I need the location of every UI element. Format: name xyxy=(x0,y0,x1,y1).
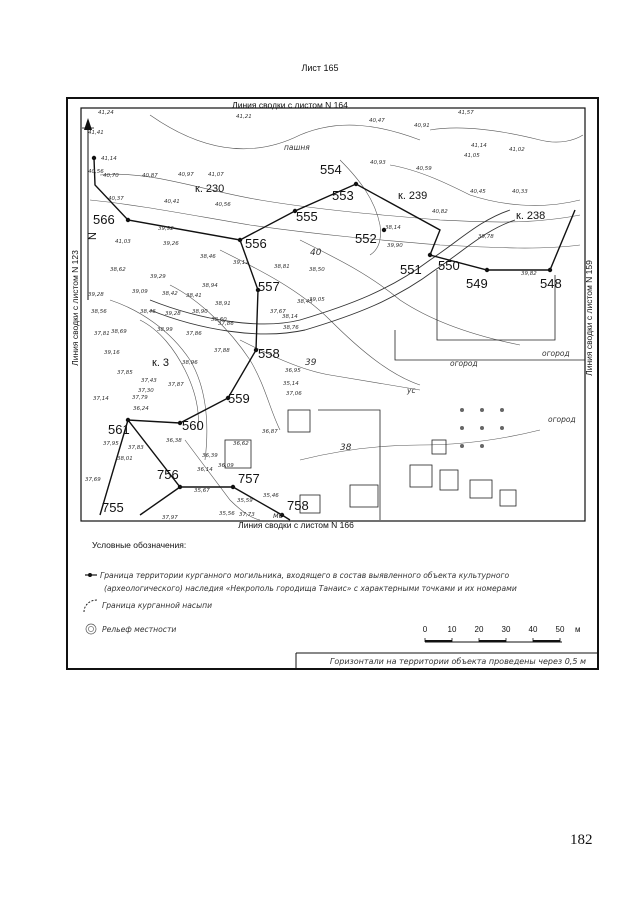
elevation-mark: 37,73 xyxy=(239,512,255,518)
elevation-mark: 41,07 xyxy=(208,172,224,178)
elevation-mark: 39,11 xyxy=(233,260,249,266)
elevation-mark: 38,14 xyxy=(385,225,401,231)
elevation-mark: 41,21 xyxy=(236,114,252,120)
contour-label: 40 xyxy=(310,248,322,258)
place-label: ус xyxy=(407,386,416,395)
legend-item-3: Рельеф местности xyxy=(102,625,177,634)
elevation-mark: 39,26 xyxy=(163,241,179,247)
sheet-title: Лист 165 xyxy=(301,63,339,73)
boundary-point xyxy=(178,485,182,489)
elevation-mark: 37,06 xyxy=(286,391,302,397)
elevation-mark: 35,46 xyxy=(263,493,279,499)
boundary-point xyxy=(238,238,242,242)
elevation-mark: 38,46 xyxy=(140,309,156,315)
boundary-point xyxy=(92,156,96,160)
point-number: 556 xyxy=(245,236,267,251)
grid-dots xyxy=(460,408,504,448)
elevation-mark: 38,56 xyxy=(91,309,107,315)
page-number: 182 xyxy=(570,832,593,848)
scale-ticks xyxy=(423,625,581,634)
elevation-mark: 38,42 xyxy=(162,291,178,297)
elevation-mark: 38,94 xyxy=(202,283,218,289)
elevation-mark: 37,97 xyxy=(162,515,178,521)
place-label: огород xyxy=(450,359,478,368)
edge-label-right: Линия сводки с листом N 159 xyxy=(584,260,594,376)
elevation-mark: 41,03 xyxy=(115,239,131,245)
elevation-mark: 38,76 xyxy=(283,325,299,331)
elevation-mark: 40,47 xyxy=(369,118,385,124)
legend-item-1-line2: (археологического) наследия «Некрополь городища Танаис» с характерными точками и их номерами xyxy=(104,584,517,593)
point-number: 553 xyxy=(332,188,354,203)
elevation-mark: 38,96 xyxy=(182,360,198,366)
elevation-mark: 41,14 xyxy=(101,156,117,162)
elevation-marks xyxy=(85,110,537,521)
elevation-mark: 36,87 xyxy=(262,429,278,435)
point-number: 549 xyxy=(466,276,488,291)
scale-bar xyxy=(425,638,562,642)
elevation-mark: 36,14 xyxy=(197,467,213,473)
elevation-mark: 40,87 xyxy=(142,173,158,179)
elevation-mark: 40,82 xyxy=(432,209,448,215)
elevation-mark: 37,14 xyxy=(93,396,109,402)
elevation-mark: 37,69 xyxy=(85,477,101,483)
elevation-mark: 35,56 xyxy=(219,511,235,517)
elevation-mark: 39,05 xyxy=(309,297,325,303)
point-number: 558 xyxy=(258,346,280,361)
elevation-mark: 40,56 xyxy=(88,169,104,175)
edge-label-left: Линия сводки с листом N 123 xyxy=(70,250,80,366)
elevation-mark: 40,59 xyxy=(416,166,432,172)
place-label: огород xyxy=(542,349,570,358)
scale-unit: м xyxy=(575,625,581,634)
scale-tick: 30 xyxy=(501,625,511,634)
legend-item-2: Граница курганной насыпи xyxy=(102,601,212,610)
legend-title: Условные обозначения: xyxy=(92,540,187,550)
elevation-mark: 38,45 xyxy=(297,299,313,305)
boundary-point xyxy=(485,268,489,272)
elevation-mark: 37,81 xyxy=(94,331,110,337)
elevation-mark: 39,09 xyxy=(132,289,148,295)
elevation-mark: 40,41 xyxy=(164,199,180,205)
scale-tick: 0 xyxy=(422,625,428,634)
elevation-mark: 35,14 xyxy=(283,381,299,387)
elevation-mark: 37,43 xyxy=(141,378,157,384)
edge-label-top: Линия сводки с листом N 164 xyxy=(232,100,348,110)
boundary-points-icon xyxy=(85,573,97,577)
boundary-point xyxy=(231,485,235,489)
place-label: пашня xyxy=(284,143,310,152)
elevation-mark: 39,78 xyxy=(478,234,494,240)
point-number: 557 xyxy=(258,279,280,294)
point-number: 555 xyxy=(296,209,318,224)
kurgan-label: к. 239 xyxy=(398,190,428,202)
elevation-mark: 39,16 xyxy=(104,350,120,356)
contour-label: 38 xyxy=(340,443,352,453)
elevation-mark: 37,30 xyxy=(138,388,154,394)
point-number: 548 xyxy=(540,276,562,291)
elevation-mark: 38,41 xyxy=(186,293,202,299)
point-number: 755 xyxy=(102,500,124,515)
elevation-mark: 40,37 xyxy=(108,196,124,202)
elevation-mark: 38,60 xyxy=(211,317,227,323)
point-number: 561 xyxy=(108,422,130,437)
elevation-mark: 40,70 xyxy=(103,173,119,179)
contour-labels xyxy=(305,248,352,453)
elevation-mark: 35,67 xyxy=(194,488,210,494)
legend-item-1-line1: Граница территории курганного могильника, входящего в состав выявленного объекта культурного xyxy=(100,571,510,580)
elevation-mark: 37,88 xyxy=(214,348,230,354)
point-number: 560 xyxy=(182,418,204,433)
elevation-mark: 41,05 xyxy=(464,153,480,159)
elevation-mark: 37,83 xyxy=(128,445,144,451)
elevation-mark: 38,46 xyxy=(200,254,216,260)
edge-label-bottom: Линия сводки с листом N 166 xyxy=(238,520,354,530)
elevation-mark: 41,41 xyxy=(88,130,104,136)
north-label: N xyxy=(87,232,99,240)
contour-label: 39 xyxy=(305,358,317,368)
elevation-mark: 38,62 xyxy=(110,267,126,273)
elevation-mark: 39,92 xyxy=(158,226,174,232)
boundary-point xyxy=(354,182,358,186)
point-number: 559 xyxy=(228,391,250,406)
elevation-mark: 35,59 xyxy=(237,498,253,504)
elevation-mark: 38,81 xyxy=(274,264,290,270)
point-number: 756 xyxy=(157,467,179,482)
point-number: 554 xyxy=(320,162,342,177)
elevation-mark: 38,50 xyxy=(309,267,325,273)
scale-tick: 50 xyxy=(555,625,565,634)
mound-boundary-icon xyxy=(84,600,97,612)
elevation-mark: 40,33 xyxy=(512,189,528,195)
contour-note: Горизонтали на территории объекта проведены через 0,5 м xyxy=(329,657,586,666)
elevation-mark: 38,69 xyxy=(111,329,127,335)
terrain-relief-icon xyxy=(86,624,96,634)
elevation-mark: 38,99 xyxy=(157,327,173,333)
point-number: 552 xyxy=(355,231,377,246)
scale-tick: 20 xyxy=(474,625,484,634)
elevation-mark: 39,82 xyxy=(521,271,537,277)
boundary-point xyxy=(428,253,432,257)
elevation-mark: 37,86 xyxy=(186,331,202,337)
place-label: огород xyxy=(548,415,576,424)
scale-tick: 10 xyxy=(447,625,457,634)
boundary-point xyxy=(548,268,552,272)
elevation-mark: 39,90 xyxy=(387,243,403,249)
elevation-mark: 40,93 xyxy=(370,160,386,166)
kurgan-label: к. 3 xyxy=(152,357,170,369)
elevation-mark: 41,02 xyxy=(509,147,525,153)
elevation-mark: 41,24 xyxy=(98,110,114,116)
elevation-mark: 37,86 xyxy=(218,321,234,327)
point-number: 758 xyxy=(287,498,309,513)
elevation-mark: 38,91 xyxy=(215,301,231,307)
elevation-mark: 39,28 xyxy=(88,292,104,298)
elevation-mark: 36,39 xyxy=(202,453,218,459)
elevation-mark: 38,01 xyxy=(117,456,133,462)
elevation-mark: 38,14 xyxy=(282,314,298,320)
elevation-mark: 37,95 xyxy=(103,441,119,447)
buildings xyxy=(225,270,585,520)
elevation-mark: 36,24 xyxy=(133,406,149,412)
elevation-mark: 38,90 xyxy=(192,309,208,315)
elevation-mark: 37,85 xyxy=(117,370,133,376)
elevation-mark: 41,14 xyxy=(471,143,487,149)
elevation-mark: 37,79 xyxy=(132,395,148,401)
boundary-point xyxy=(126,218,130,222)
elevation-mark: 36,62 xyxy=(233,441,249,447)
elevation-mark: 39,28 xyxy=(165,311,181,317)
elevation-mark: 36,38 xyxy=(166,438,182,444)
road-lines xyxy=(150,210,515,334)
elevation-mark: 36,95 xyxy=(285,368,301,374)
kurgan-label: к. 238 xyxy=(516,210,546,222)
elevation-mark: 40,97 xyxy=(178,172,194,178)
point-number: 566 xyxy=(93,212,115,227)
point-number: 757 xyxy=(238,471,260,486)
scale-tick: 40 xyxy=(528,625,538,634)
point-number: 550 xyxy=(438,258,460,273)
point-number: 551 xyxy=(400,262,422,277)
elevation-mark: 39,29 xyxy=(150,274,166,280)
elevation-mark: 40,45 xyxy=(470,189,486,195)
elevation-mark: 40,91 xyxy=(414,123,430,129)
boundary-segment xyxy=(140,487,180,515)
elevation-mark: 36,09 xyxy=(218,463,234,469)
place-label: мс xyxy=(273,511,283,520)
elevation-mark: 40,56 xyxy=(215,202,231,208)
elevation-mark: 41,57 xyxy=(458,110,474,116)
north-arrow-icon xyxy=(82,118,94,300)
kurgan-label: к. 230 xyxy=(195,183,225,195)
elevation-mark: 37,87 xyxy=(168,382,184,388)
elevation-mark: 37,67 xyxy=(270,309,286,315)
